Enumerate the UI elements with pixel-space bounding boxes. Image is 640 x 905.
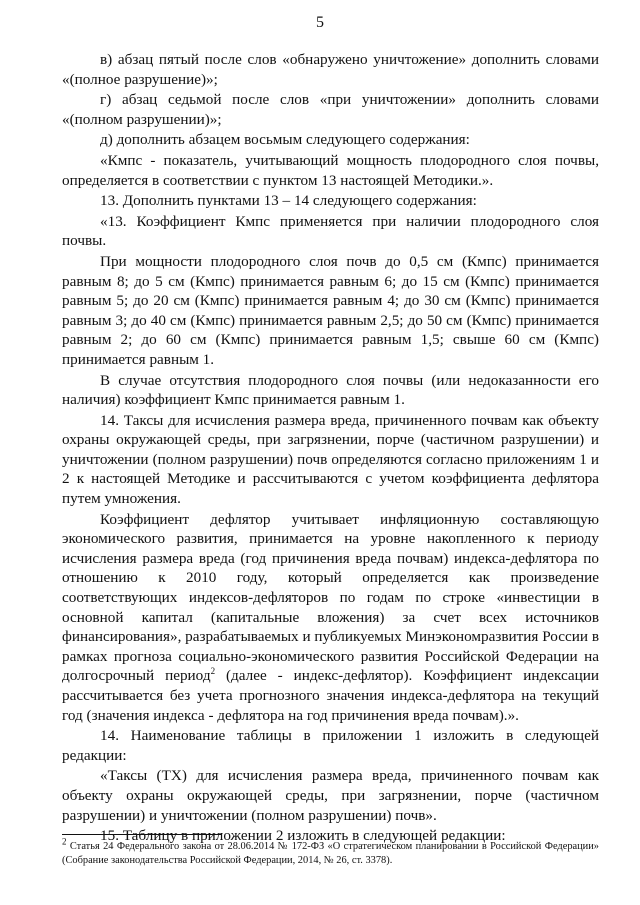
paragraph-new-14: 14. Таксы для исчисления размера вреда, причиненного почвам как объекту охраны окружающей среды, при загрязнении, порче (частичном разрушении) и уничтожении (полном разрушении) почв определяются согласно приложениям 1 и 2 к настоящей Методике и рассчитываются с учетом коэффициента дефлятора путем умножения. bbox=[62, 411, 599, 508]
footnote-text: Статья 24 Федерального закона от 28.06.2014 № 172-ФЗ «О стратегическом планировании в Российской Федерации» (Собрание законодательства Российской Федерации, 2014, № 26, ст. 3378). bbox=[62, 841, 599, 866]
paragraph-item-14-table-name: 14. Наименование таблицы в приложении 1 изложить в следующей редакции: bbox=[62, 727, 599, 764]
paragraph-thickness-rates: При мощности плодородного слоя почв до 0,5 см (Кмпс) принимается равным 8; до 5 см (Кмпс) принимается равным 6; до 15 см (Кмпс) принимается равным 5; до 20 см (Кмпс) принимается равным 4; до 30 см (Кмпс) принимается равным 3; до 40 см (Кмпс) принимается равным 2,5; до 50 см (Кмпс) принимается равным 2; до 60 см (Кмпс) принимается равным 1,5; свыше 60 см (Кмпс) принимается равным 1. bbox=[62, 252, 599, 368]
paragraph-new-13: «13. Коэффициент Кмпс применяется при наличии плодородного слоя почвы. bbox=[62, 212, 599, 250]
footnote-reference: 2 bbox=[210, 666, 216, 677]
paragraph-v: в) абзац пятый после слов «обнаружено уничтожение» дополнить словами «(полное разрушение)»; bbox=[62, 51, 599, 88]
paragraph-table-title-quote: «Таксы (ТХ) для исчисления размера вреда, причиненного почвам как объекту охраны окружающей среды, при загрязнении, порче (частичном разрушении) и уничтожении (полном разрушении) почв». bbox=[62, 767, 599, 824]
paragraph-item-13: 13. Дополнить пунктами 13 – 14 следующего содержания: bbox=[100, 192, 477, 210]
paragraph-kmps-definition: «Кмпс - показатель, учитывающий мощность плодородного слоя почвы, определяется в соответствии с пунктом 13 настоящей Методики.». bbox=[62, 151, 599, 189]
paragraph-d: д) дополнить абзацем восьмым следующего содержания: bbox=[100, 131, 470, 149]
deflator-text: Коэффициент дефлятор учитывает инфляционную составляющую экономического развития, принимается на уровне накопленного к периоду исчисления размера вреда (год причинения вреда почвам) индекса-дефлятора по отношению к 2010 году, который определяется как произведение соответствующих индексов-дефляторов по годам по строке «инвестиции в основной капитал (капитальные вложения) за счет всех источников финансирования», разрабатываемых и публикуемых Минэкономразвития России в рамках прогноза социально-экономического развития Российской Федерации на долгосрочный период bbox=[62, 510, 599, 685]
document-body bbox=[62, 50, 599, 847]
paragraph-item-15: 15. Таблицу в приложении 2 изложить в следующей редакции: bbox=[100, 827, 506, 845]
page-number: 5 bbox=[316, 14, 324, 31]
paragraph-g: г) абзац седьмой после слов «при уничтожении» дополнить словами «(полном разрушении)»; bbox=[62, 91, 599, 128]
deflator-text-end: (далее - индекс-дефлятор). Коэффициент индексации рассчитывается без учета прогнозного значения индекса-дефлятора на текущий год (значения индекса - дефлятора на год причинения вреда почвам).». bbox=[62, 667, 599, 724]
paragraph-deflator bbox=[62, 510, 599, 726]
footnote-mark: 2 bbox=[62, 836, 67, 847]
paragraph-no-fertile-layer: В случае отсутствия плодородного слоя почвы (или недоказанности его наличия) коэффициент Кмпс принимается равным 1. bbox=[62, 371, 599, 409]
footnote-divider bbox=[62, 834, 222, 835]
